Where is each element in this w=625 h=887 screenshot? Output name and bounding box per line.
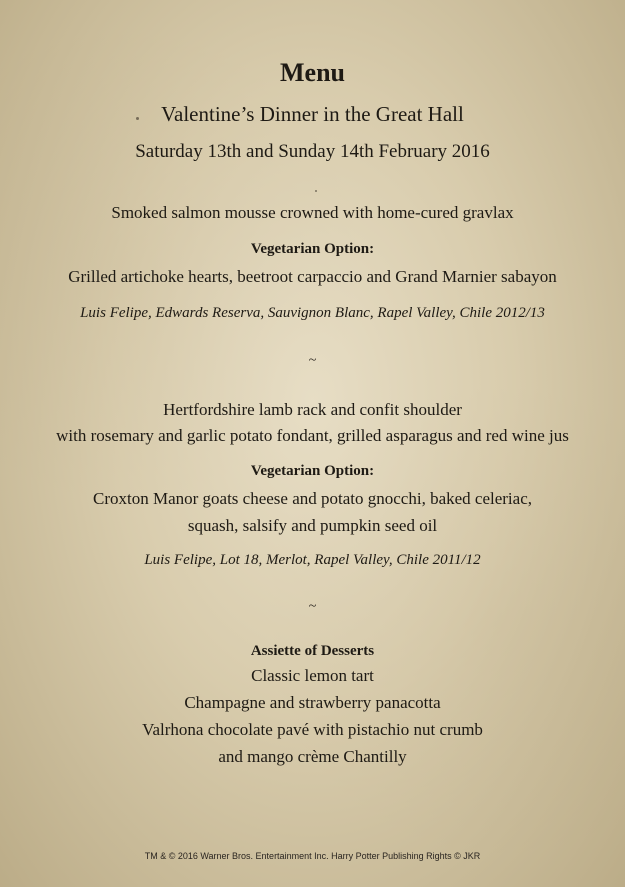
starter-veg-dish: Grilled artichoke hearts, beetroot carpaccio and Grand Marnier sabayon [68,267,557,286]
starter-dish: Smoked salmon mousse crowned with home-cured gravlax [111,203,514,222]
main-veg-line1: Croxton Manor goats cheese and potato gnocchi, baked celeriac, [92,489,532,508]
menu-subtitle: Valentine’s Dinner in the Great Hall [161,102,464,126]
starter-veg-heading: Vegetarian Option: [250,241,375,257]
menu-dates: Saturday 13th and Sunday 14th February 2016 [135,141,490,162]
main-dish-line1: Hertfordshire lamb rack and confit shoulder [163,400,462,419]
main-dish-line2: with rosemary and garlic potato fondant, grilled asparagus and red wine jus [56,426,569,445]
dessert-item: Valrhona chocolate pavé with pistachio nut crumb [142,720,483,739]
menu-title: Menu [280,58,345,87]
dessert-heading: Assiette of Desserts [250,643,375,659]
starter-wine: Luis Felipe, Edwards Reserva, Sauvignon Blanc, Rapel Valley, Chile 2012/13 [80,305,545,321]
course-separator: ~ [308,599,317,614]
dessert-item: and mango crème Chantilly [218,747,407,766]
copyright-footer: TM & © 2016 Warner Bros. Entertainment Inc. Harry Potter Publishing Rights © JKR [144,851,481,861]
dessert-item: Champagne and strawberry panacotta [184,693,441,712]
main-veg-heading: Vegetarian Option: [250,463,375,479]
course-separator: ~ [308,353,317,368]
ink-speck [315,190,317,192]
main-veg-line2: squash, salsify and pumpkin seed oil [187,516,438,535]
main-wine: Luis Felipe, Lot 18, Merlot, Rapel Valley, Chile 2011/12 [144,552,481,568]
dessert-item: Classic lemon tart [251,666,374,685]
